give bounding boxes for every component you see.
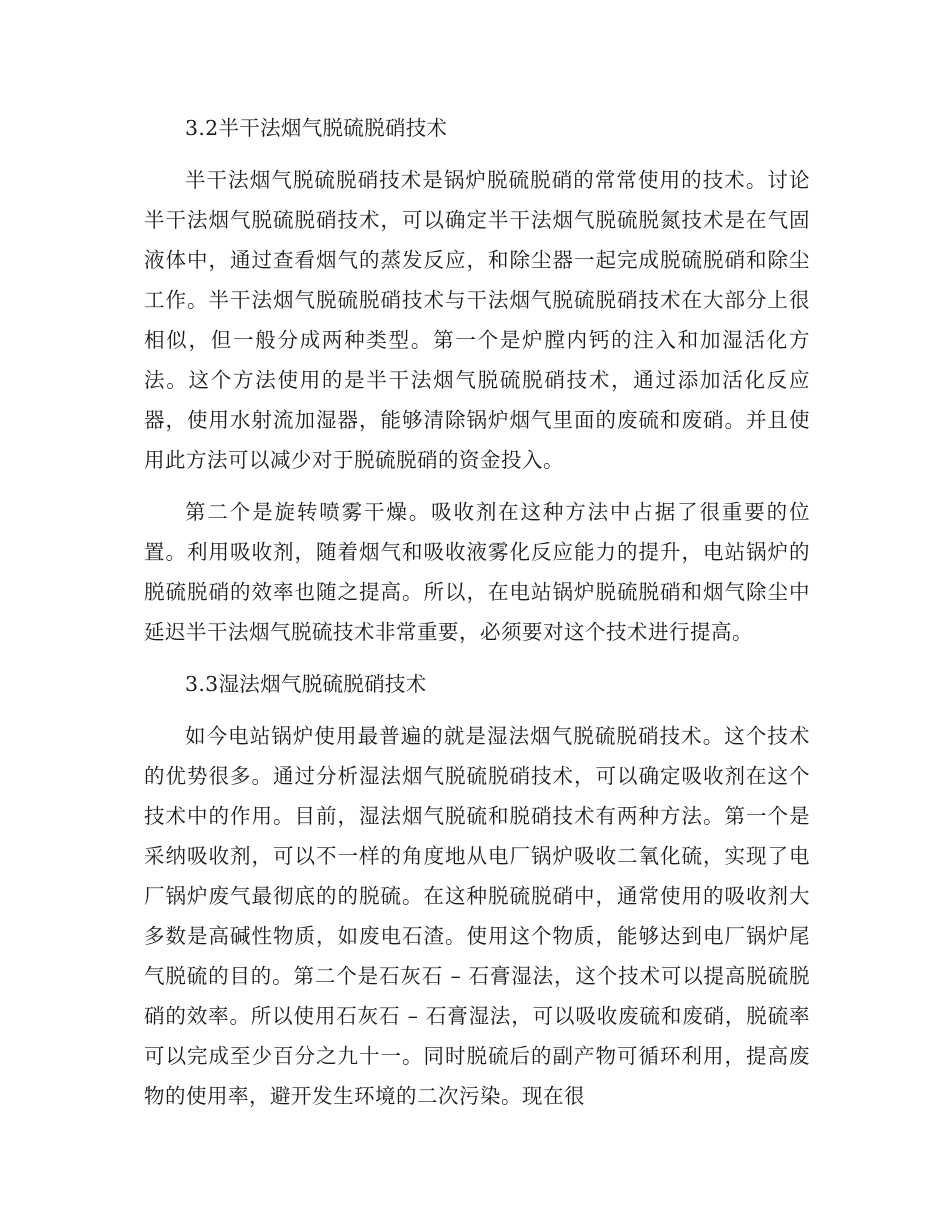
document-page (144, 108, 810, 1128)
paragraph-semi-dry-intro: 半干法烟气脱硫脱硝技术是锅炉脱硫脱硝的常常使用的技术。讨论半干法烟气脱硫脱硝技术，可以确定半干法烟气脱硫脱氮技术是在气固液体中，通过查看烟气的蒸发反应，和除尘器一起完成脱硫脱硝和除尘工作。半干法烟气脱硫脱硝技术与干法烟气脱硫脱硝技术在大部分上很相似，但一般分成两种类型。第一个是炉膛内钙的注入和加湿活化方法。这个方法使用的是半干法烟气脱硫脱硝技术，通过添加活化反应器，使用水射流加湿器，能够清除锅炉烟气里面的废硫和废硝。并且使用此方法可以减少对于脱硫脱硝的资金投入。 (144, 168, 810, 472)
section-heading-3-2: 3.2半干法烟气脱硫脱硝技术 (185, 116, 448, 140)
section-heading-3-3: 3.3湿法烟气脱硫脱硝技术 (185, 672, 427, 696)
paragraph-rotary-spray: 第二个是旋转喷雾干燥。吸收剂在这种方法中占据了很重要的位置。利用吸收剂，随着烟气和吸收液雾化反应能力的提升，电站锅炉的脱硫脱硝的效率也随之提高。所以，在电站锅炉脱硫脱硝和烟气除尘中延迟半干法烟气脱硫技术非常重要，必须要对这个技术进行提高。 (144, 500, 810, 644)
paragraph-wet-intro: 如今电站锅炉使用最普遍的就是湿法烟气脱硫脱硝技术。这个技术的优势很多。通过分析湿法烟气脱硫脱硝技术，可以确定吸收剂在这个技术中的作用。目前，湿法烟气脱硫和脱硝技术有两种方法。第一个是采纳吸收剂，可以不一样的角度地从电厂锅炉吸收二氧化硫，实现了电厂锅炉废气最彻底的的脱硫。在这种脱硫脱硝中，通常使用的吸收剂大多数是高碱性物质，如废电石渣。使用这个物质，能够达到电厂锅炉尾气脱硫的目的。第二个是石灰石 – 石膏湿法，这个技术可以提高脱硫脱硝的效率。所以使用石灰石 – 石膏湿法，可以吸收废硫和废硝，脱硫率可以完成至少百分之九十一。同时脱硫后的副产物可循环利用，提高废物的使用率，避开发生环境的二次污染。现在很 (144, 724, 810, 1108)
